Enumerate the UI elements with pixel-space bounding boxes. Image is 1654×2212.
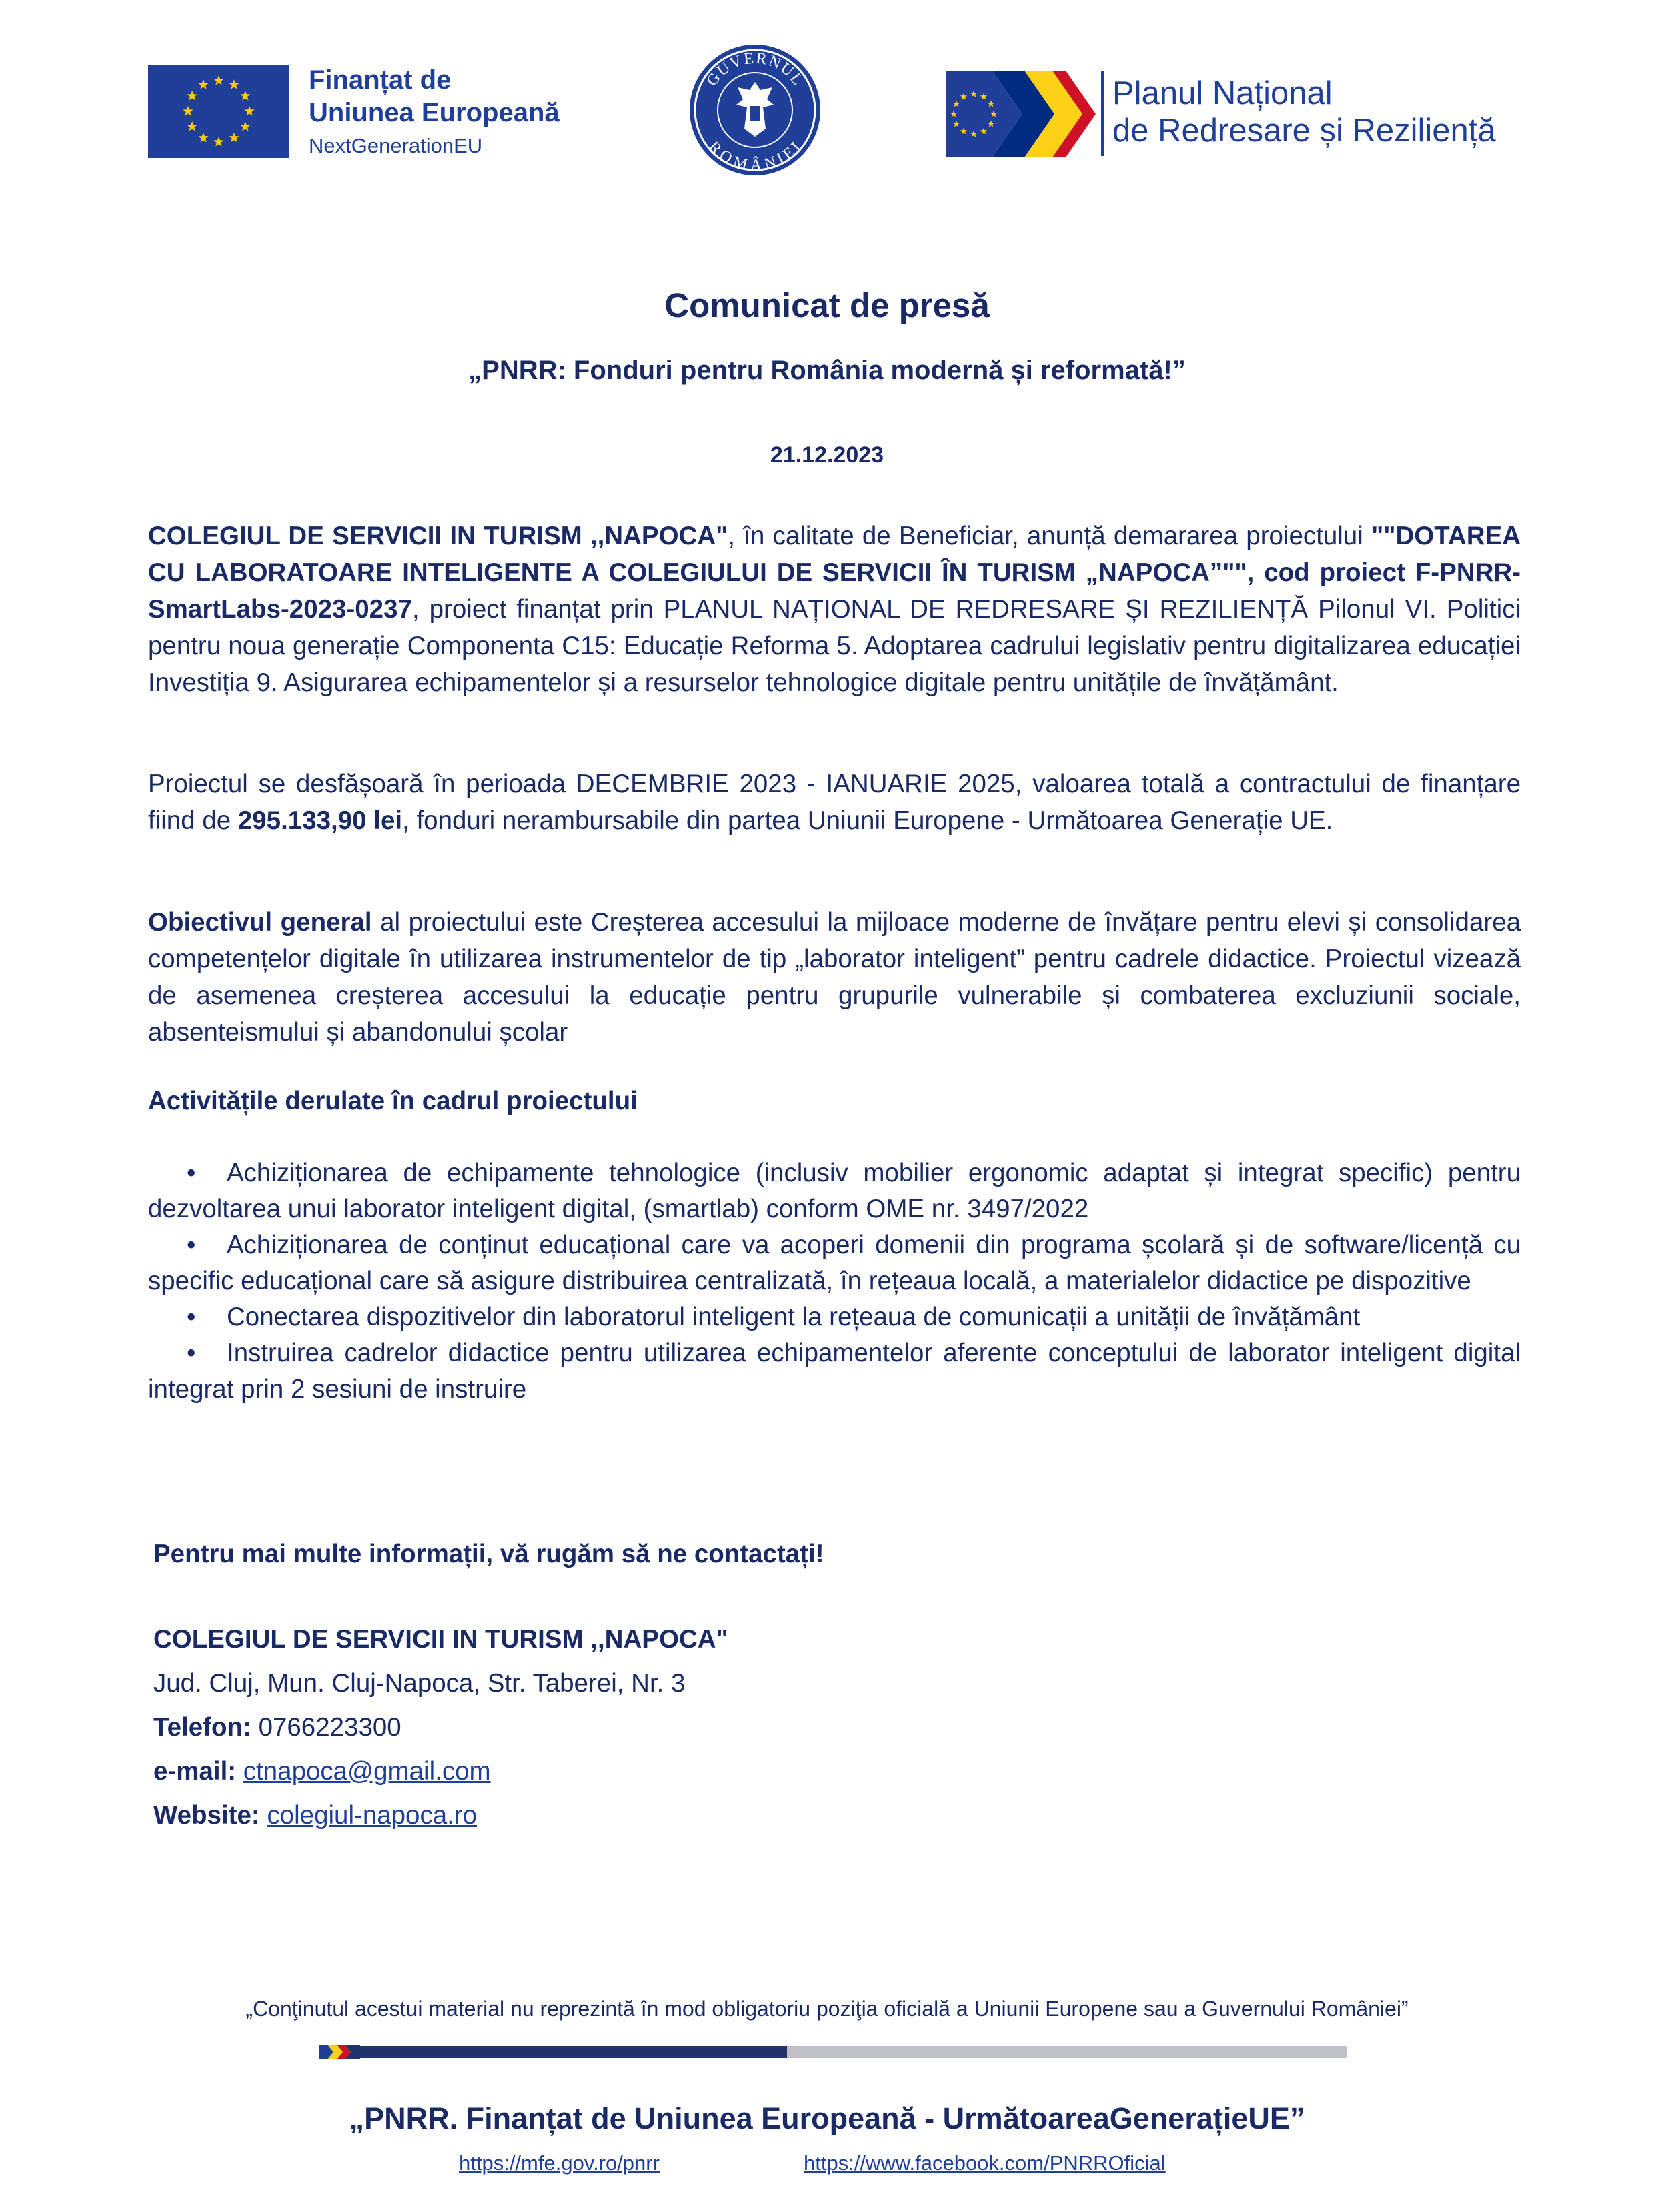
email-link[interactable]: ctnapoca@gmail.com bbox=[243, 1757, 491, 1786]
star-icon bbox=[187, 91, 197, 100]
contact-email-row bbox=[153, 1750, 824, 1794]
star-icon bbox=[229, 133, 239, 142]
objective-label: Obiectivul general bbox=[148, 908, 372, 937]
activities-list bbox=[148, 1155, 1521, 1408]
star-icon bbox=[213, 137, 223, 146]
intro-text-2: , proiect finanțat prin PLANUL NAȚIONAL DE REDRESARE ȘI REZILIENȚĂ Pilonul VI. Politici pentru noua generație Componenta C15: Educație Reforma 5. Adoptarea cadrului legislativ pentru digitalizarea educației Investiția 9. Asigurarea echipamentelor și a resurselor tehnologice digitale pentru unitățile de învățământ. bbox=[148, 595, 1521, 697]
contact-heading: Pentru mai multe informații, vă rugăm să ne contactați! bbox=[153, 1540, 824, 1568]
star-icon bbox=[198, 133, 208, 142]
eu-flag-logo bbox=[148, 65, 289, 158]
pnrr-text-line2: de Redresare și Reziliență bbox=[1112, 112, 1496, 149]
eu-funding-text bbox=[309, 64, 560, 158]
contact-website-row bbox=[153, 1794, 824, 1838]
star-icon bbox=[198, 79, 208, 89]
romanian-government-seal-icon bbox=[688, 43, 822, 177]
seal-top-text: GUVERNUL bbox=[703, 49, 807, 90]
pnrr-logo-icon bbox=[946, 71, 1096, 157]
pnrr-logo-text bbox=[1112, 75, 1496, 150]
bullet-icon: • bbox=[187, 1231, 196, 1259]
press-date: 21.12.2023 bbox=[770, 442, 884, 468]
footer-link-facebook[interactable]: https://www.facebook.com/PNRROficial bbox=[804, 2151, 1166, 2175]
footer-bar-blue bbox=[360, 2046, 787, 2058]
contact-address: Jud. Cluj, Mun. Cluj-Napoca, Str. Taberei, Nr. 3 bbox=[153, 1669, 686, 1698]
seal-bottom-text: ROMÂNIEI bbox=[704, 138, 806, 175]
contact-block bbox=[153, 1532, 824, 1838]
footer-bar-mark-icon bbox=[319, 2044, 360, 2060]
list-item bbox=[148, 1335, 1521, 1408]
activity-text: Instruirea cadrelor didactice pentru utilizarea echipamentelor aferente conceptului de laborator inteligent digital integrat prin 2 sesiuni de instruire bbox=[148, 1339, 1521, 1404]
phone-value: 0766223300 bbox=[258, 1713, 401, 1742]
contact-phone-row bbox=[153, 1706, 824, 1750]
footer-bar-grey bbox=[787, 2046, 1347, 2058]
star-icon bbox=[240, 91, 250, 100]
objective-text: al proiectului este Creșterea accesului la mijloace moderne de învățare pentru elevi și consolidarea competențelor digitale în utilizarea instrumentelor de tip „laborator inteligent” pentru cadrele didactice. Proiectul vizează de asemenea creșterea accesului la educație pentru grupurile vulnerabile și combaterea excluziunii sociale, absenteismului și abandonului școlar bbox=[148, 908, 1521, 1047]
star-icon bbox=[244, 106, 254, 115]
list-item bbox=[148, 1227, 1521, 1299]
phone-label: Telefon: bbox=[153, 1713, 251, 1742]
eu-text-line3: NextGenerationEU bbox=[309, 133, 483, 157]
website-link[interactable]: colegiul-napoca.ro bbox=[267, 1801, 478, 1830]
period-paragraph bbox=[148, 766, 1521, 839]
beneficiary-name: COLEGIUL DE SERVICII IN TURISM ,,NAPOCA" bbox=[148, 522, 728, 550]
intro-text-1: , în calitate de Beneficiar, anunță demararea proiectului bbox=[728, 522, 1371, 550]
email-label: e-mail: bbox=[153, 1757, 237, 1786]
footer-title: „PNRR. Finanțat de Uniunea Europeană - UrmătoareaGenerațieUE” bbox=[349, 2101, 1305, 2135]
contact-org: COLEGIUL DE SERVICII IN TURISM ,,NAPOCA" bbox=[153, 1625, 728, 1654]
disclaimer-text: „Conţinutul acestui material nu reprezintă în mod obligatoriu poziţia oficială a Uniunii Europene sau a Guvernului României” bbox=[245, 1997, 1409, 2021]
star-icon bbox=[183, 106, 193, 115]
activity-text: Conectarea dispozitivelor din laboratorul inteligent la rețeaua de comunicații a unității de învățământ bbox=[227, 1303, 1361, 1331]
activity-text: Achiziționarea de conținut educațional care va acoperi domenii din programa școlară și de software/licență cu specific educațional care să asigure distribuirea centralizată, în rețeaua locală, a materialelor didactice pe dispozitive bbox=[148, 1231, 1521, 1295]
intro-paragraph bbox=[148, 518, 1521, 701]
website-label: Website: bbox=[153, 1801, 260, 1830]
period-text-2: , fonduri nerambursabile din partea Uniunii Europene - Următoarea Generație UE. bbox=[402, 806, 1333, 835]
eu-text-line1: Finanțat de bbox=[309, 65, 452, 95]
bullet-icon: • bbox=[187, 1339, 196, 1367]
page-subtitle: „PNRR: Fonduri pentru România modernă și reformată!” bbox=[468, 356, 1186, 385]
star-icon bbox=[240, 121, 250, 131]
list-item bbox=[148, 1299, 1521, 1335]
total-value: 295.133,90 lei bbox=[237, 806, 403, 835]
star-icon bbox=[187, 121, 197, 131]
footer-link-mfe[interactable]: https://mfe.gov.ro/pnrr bbox=[459, 2151, 660, 2175]
page-title: Comunicat de presă bbox=[664, 286, 990, 324]
star-icon bbox=[229, 79, 239, 89]
pnrr-divider bbox=[1101, 71, 1104, 156]
period-text-1: Proiectul se desfășoară în perioada DECEMBRIE 2023 - IANUARIE 2025, valoarea totală a contractului de finanțare fiind de bbox=[148, 770, 1521, 835]
project-name: ""DOTAREA CU LABORATOARE INTELIGENTE A COLEGIULUI DE SERVICII ÎN TURISM „NAPOCA”"", cod proiect F-PNRR-SmartLabs-2023-0237 bbox=[148, 522, 1521, 624]
activities-heading: Activitățile derulate în cadrul proiectului bbox=[148, 1087, 638, 1115]
objective-paragraph bbox=[148, 904, 1521, 1051]
list-item bbox=[148, 1155, 1521, 1227]
pnrr-text-line1: Planul Național bbox=[1112, 75, 1333, 111]
bullet-icon: • bbox=[187, 1159, 196, 1187]
activity-text: Achiziționarea de echipamente tehnologice (inclusiv mobilier ergonomic adaptat și integrat specific) pentru dezvoltarea unui laborator inteligent digital, (smartlab) conform OME nr. 3497/2022 bbox=[148, 1159, 1521, 1223]
star-icon bbox=[213, 75, 223, 85]
bullet-icon: • bbox=[187, 1303, 196, 1331]
eu-text-line2: Uniunea Europeană bbox=[309, 97, 560, 127]
eu-stars-icon bbox=[148, 65, 289, 158]
